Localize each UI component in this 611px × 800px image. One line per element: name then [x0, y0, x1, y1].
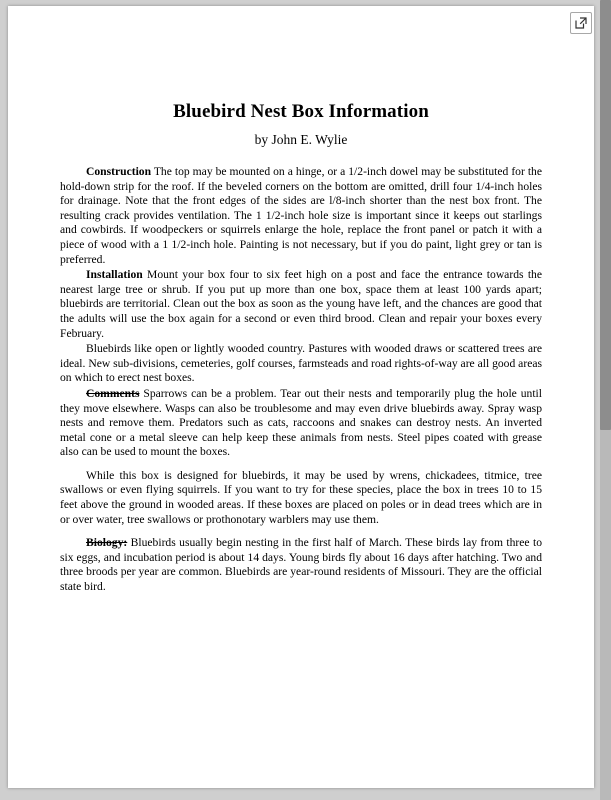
paragraph-installation: [60, 268, 542, 341]
paragraph-text: Bluebirds like open or lightly wooded country. Pastures with wooded draws or scattered trees are ideal. New sub-divisions, cemeteries, golf courses, farmsteads and road rights-of-way are all good areas on which to erect nest boxes.: [60, 342, 542, 385]
open-in-new-icon: [571, 16, 591, 30]
paragraph-text: The top may be mounted on a hinge, or a 1/2-inch dowel may be substituted for the hold-down strip for the roof. If the beveled corners on the bottom are omitted, drill four 1/4-inch holes for drainage. Note that the front edges of the sides are l/8-inch shorter than the nest box front. The resulting crack provides ventilation. The 1 1/2-inch hole size is important since it keeps out starlings and cowbirds. If woodpeckers or squirrels enlarge the hole, replace the front panel or patch it with a piece of wood with a 1 1/2-inch hole. Painting is not necessary, but if you do paint, light grey or tan is preferred.: [60, 165, 542, 266]
open-in-new-window-button[interactable]: [570, 12, 592, 34]
paragraph-other-species: [60, 469, 542, 527]
paragraph-text: While this box is designed for bluebirds, it may be used by wrens, chickadees, titmice, tree swallows or even flying squirrels. If you want to try for these species, place the box in trees 10 to 15 feet above the ground in wooded areas. If these boxes are placed on poles or in dead trees which are in or over water, tree swallows or prothonotary warblers may use them.: [60, 468, 542, 526]
paragraph-lead-label: Biology:: [86, 536, 128, 550]
scrollbar-track[interactable]: [600, 0, 611, 800]
paragraph-text: Sparrows can be a problem. Tear out their nests and temporarily plug the hole until they move elsewhere. Wasps can also be troublesome and may even drive bluebirds away. Spray wasp nests and remove them. Predators such as cats, raccoons and snakes can destroy nests. An inverted metal cone or a metal sleeve can help keep these animals from nests. Steel pipes coated with grease also can be used to mount the boxes.: [60, 386, 542, 459]
author-byline: by John E. Wylie: [254, 132, 348, 147]
paragraph-lead-label: Comments: [86, 386, 140, 400]
scrollbar-thumb[interactable]: [600, 0, 611, 430]
page-title: Bluebird Nest Box Information: [173, 101, 429, 122]
paragraph-biology: [60, 536, 542, 594]
paragraph-habitat: [60, 342, 542, 386]
page-content: [8, 6, 594, 595]
paragraph-lead-label: Installation: [86, 268, 143, 282]
paragraph-comments: [60, 387, 542, 460]
document-page: [8, 6, 594, 788]
paragraph-text: Mount your box four to six feet high on a post and face the entrance towards the nearest large tree or shrub. If you put up more than one box, space them at least 100 yards apart; bluebirds are territorial. Clean out the box as soon as the young have left, and the chances are good that the adults will use the box again for a second or even third brood. Clean and repair your boxes every February.: [60, 268, 542, 340]
paragraph-text: Bluebirds usually begin nesting in the first half of March. These birds lay from three to six eggs, and incubation period is about 14 days. Young birds fly about 16 days after hatching. Two and three broods per year are common. Bluebirds are year-round residents of Missouri. They are the official state bird.: [60, 536, 542, 594]
paragraph-construction: [60, 165, 542, 267]
paragraph-lead-label: Construction: [86, 165, 152, 178]
